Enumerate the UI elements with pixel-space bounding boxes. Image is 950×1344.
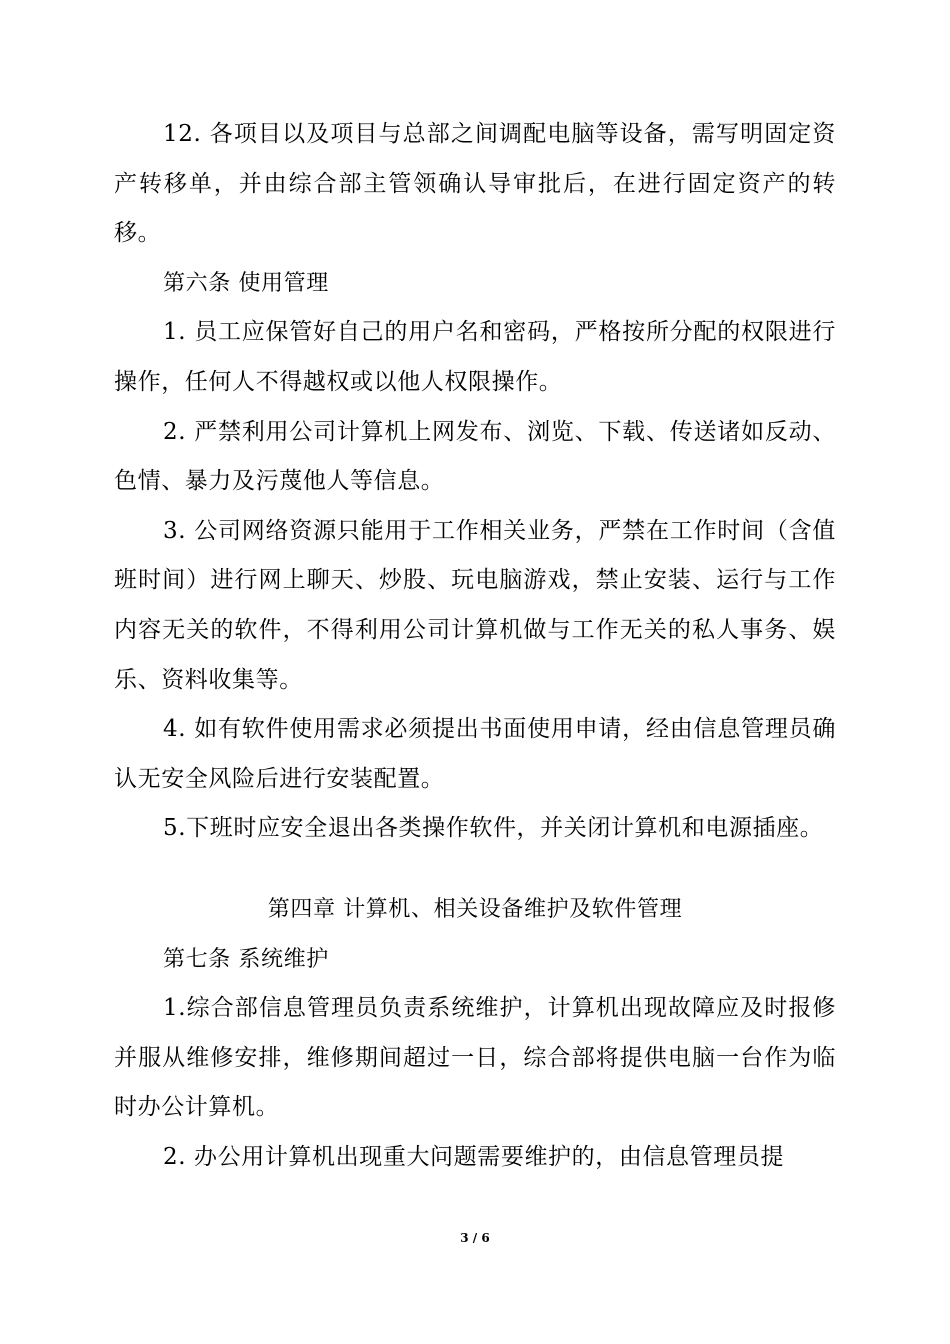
- paragraph-item-12: 12. 各项目以及项目与总部之间调配电脑等设备，需写明固定资产转移单，并由综合部主管领确认导审批后，在进行固定资产的转移。: [114, 121, 836, 247]
- paragraph-item-1: 1. 员工应保管好自己的用户名和密码，严格按所分配的权限进行操作，任何人不得越权或以他人权限操作。: [114, 319, 836, 395]
- paragraph-maintenance-2: 2. 办公用计算机出现重大问题需要维护的，由信息管理员提: [163, 1143, 785, 1170]
- chapter-heading-4: 第四章 计算机、相关设备维护及软件管理: [267, 896, 683, 922]
- page-number: 3 / 6: [460, 1231, 490, 1245]
- article-heading-6: 第六条 使用管理: [163, 270, 329, 296]
- paragraph-item-2: 2. 严禁利用公司计算机上网发布、浏览、下载、传送诸如反动、色情、暴力及污蔑他人等信息。: [114, 418, 836, 495]
- document-body: [114, 110, 836, 1182]
- paragraph-item-3: 3. 公司网络资源只能用于工作相关业务，严禁在工作时间（含值班时间）进行网上聊天、炒股、玩电脑游戏，禁止安装、运行与工作内容无关的软件，不得利用公司计算机做与工作无关的私人事务、娱乐、资料收集等。: [114, 517, 836, 693]
- paragraph-maintenance-1: 1.综合部信息管理员负责系统维护，计算机出现故障应及时报修并服从维修安排，维修期间超过一日，综合部将提供电脑一台作为临时办公计算机。: [114, 995, 836, 1121]
- article-heading-7: 第七条 系统维护: [163, 946, 329, 972]
- paragraph-item-5: 5.下班时应安全退出各类操作软件，并关闭计算机和电源插座。: [163, 815, 824, 842]
- paragraph-item-4: 4. 如有软件使用需求必须提出书面使用申请，经由信息管理员确认无安全风险后进行安装配置。: [114, 716, 836, 792]
- section-spacer: [114, 854, 836, 885]
